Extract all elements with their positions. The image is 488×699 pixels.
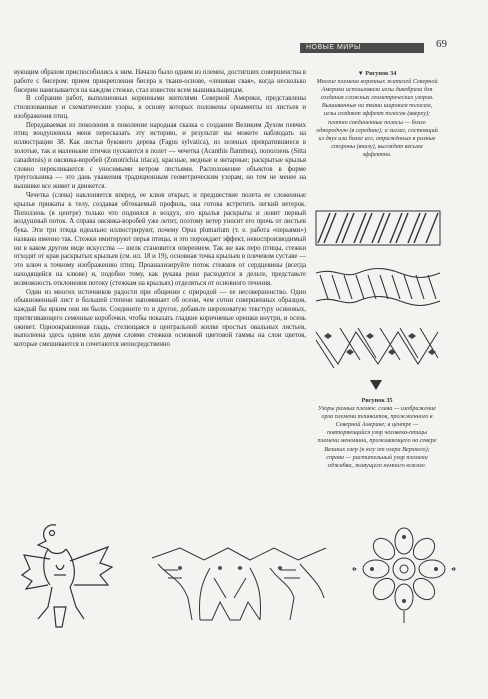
figure-34-text: Многие племена коренных жителей Северной Америки использовали иглы дикобраза для создания сложных геометрических узоров. Вышиванные на ткани широким полосам, иглы создают эффект полосок (вверху); плотно соединенные полосы — более однородную (в середине); а зигзаг, состоящий из двух или более игл, отражённых в разные стороны (внизу), выглядит весьма эффектно. (316, 78, 438, 158)
quill-band-top-illustration (314, 205, 442, 251)
quill-band-middle-illustration (314, 265, 442, 309)
ojibwa-floral-illustration (346, 515, 464, 625)
body-paragraph: Передаваемая из поколения в поколение народная сказка о создании Великим Духом певчих птиц воодушевила меня пересказать эту историю, и результат вы можете наблюдать на иллюстрации 38. Как листья букового дерева (Fagus sylvatica), из зеленых превратившиеся в золотые, так и маленькие птички пускаются в полет — чечетка (Acanthis flammea), поползень (Sitta canadensis) и овсянка-воробей (Zonotrichia iriaca), красные, медные и янтарные; раскрытые крылья словно перекликаются с уносимыми ветром листьями. Расположение объектов в форме треугольника — это дань уважения традиционным геометрическим узорам, но тем не менее на вышивке все живет и движется. (14, 121, 306, 191)
page-number: 69 (436, 38, 447, 50)
figure-35-text: Узоры разных племен: слева — изображение орла племени тлинкитов, прожженного в Северной Америке; в центре — повторяющийся узор человека-птицы племени меномини, проживающего на севере Великих озер (к югу от озера Верхнего); справа — растительный узор племени оджибва, живущего немного южнее. (317, 405, 437, 469)
body-text (14, 69, 306, 349)
tlingit-eagle-illustration (18, 515, 118, 645)
figure-34-title: ▼ Рисунок 34 (357, 70, 397, 77)
figure-35-caption (316, 397, 438, 470)
arrow-down-icon (370, 380, 382, 390)
figure-34-caption (316, 70, 438, 159)
body-paragraph: вующим образом приспособились к ним. Начало было одним из племен, достигших совершенства в работе с бисером: прием прикрепления бисера к ткани-основе, «ленивая свая», когда несколько бисерин нанизывается на каждом стежке, стал известен всем вышивальщицам. (14, 69, 306, 94)
figure-35-title: Рисунок 35 (361, 397, 393, 404)
body-paragraph: Чечетка (слева) наклоняется вперед, ее клюв открыт, и предшествие полета ее сложенные крылья прижаты к телу, создавая обтекаемый профиль, она готова встретить легкий ветерок. Поползень (в центре) только что поднялся в воздух, его крылья раскрыты и ловит первый воздушный поток. А справа овсянка-воробей уже летит, поэтому ветер уносит его прочь от листьев бука. Эти три этюда идеально иллюстрируют, почему Opus plumarium (т. е. работа «перьями») названа именно так. Стежки имитируют перья птицы, и это порождает эффект, невоспроизводимый ни в каком другом виде искусства — шелк становится оперением. Так же как перо птицы, стежки отходят от края раскрытых крыльев (см. ил. 18 и 19), основная точка крыльев в плечевом суставе — это ключ к точному изображению птиц. Проанализируйте поток стежков от сердцевины (всегда находящейся на клюве) и, подобно тому, как рукава реки расходятся в дельте, представьте возможность отклонения потоку (стежкам на крыльях) отделяться от основного течения. (14, 191, 306, 287)
quill-band-bottom-illustration (314, 322, 442, 374)
body-paragraph: Один из многих источников радости при общении с природой — ее несовершенство. Один обыкновенный лист в большей степени напоминает об осени, чем сотни совершенных образцов, каждый бы ярким они ни были. Соедините то и другое, добавьте шероховатую текстуру осиновых, притягивающего семенные коробочки, чтобы показать гладкие коричневые орешки внутри, и осень оживет. Одноокрашенная гладь, стелющаяся в центральной жилке простых овальных листьев, выполнена здесь одним или двумя слоями стежков основной цветовой гаммы на слои цветов, которые смешиваются и сочетаются непосредственно (14, 288, 306, 349)
body-paragraph: В собрании работ, выполненных коренными жителями Северной Америки, представлены стилизованные и схематические узоры, в основу которых положены орнаменты из листьев и изображения птиц. (14, 95, 306, 120)
section-title: НОВЫЕ МИРЫ (306, 44, 361, 51)
menominee-thunderbird-illustration (150, 538, 330, 630)
